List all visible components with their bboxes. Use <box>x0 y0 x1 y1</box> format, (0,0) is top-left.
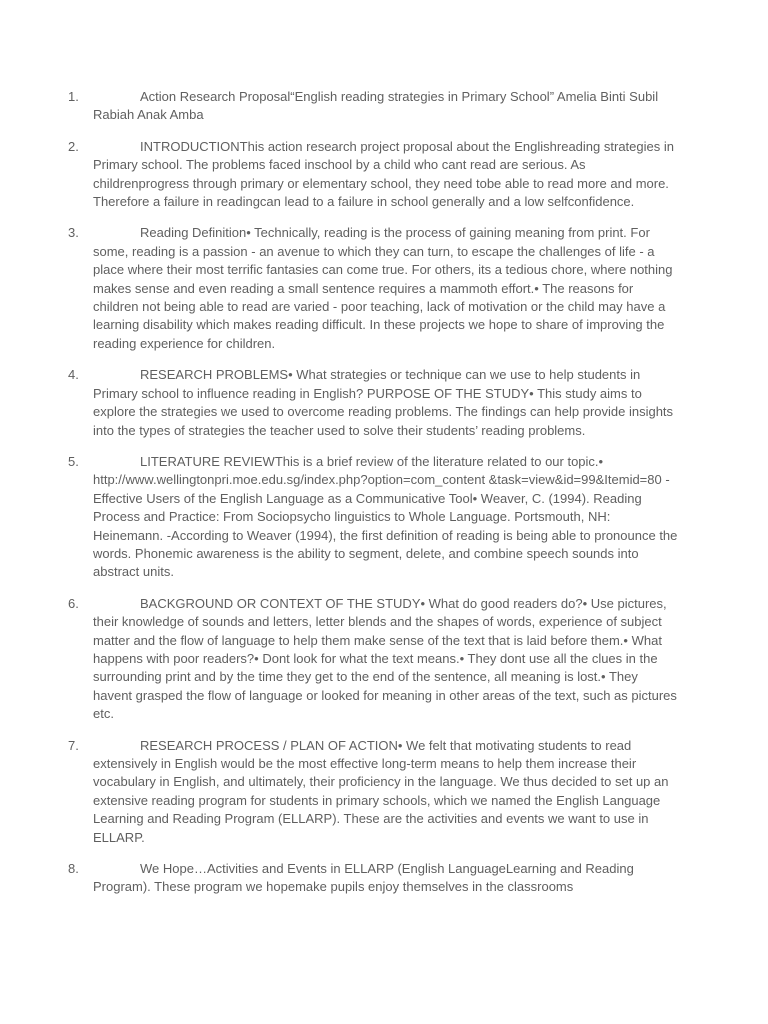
item-number: 2. <box>68 138 79 154</box>
item-text: BACKGROUND OR CONTEXT OF THE STUDY• What do good readers do?• Use pictures, their knowledge of sounds and letters, letter blends and the shapes of words, experience of subject matter and the flow of language to help them make sense of the text that is laid before them.• What happens with poor readers?• Dont look for what the text means.• They dont use all the clues in the surrounding print and by the time they get to the end of the sentence, all meaning is lost.• They havent grasped the flow of language or looked for meaning in other areas of the text, such as pictures etc. <box>93 595 677 722</box>
item-text: LITERATURE REVIEWThis is a brief review of the literature related to our topic.• http://www.wellingtonpri.moe.edu.sg/index.php?option=com_content &task=view&id=99&Itemid=80 -Effective Users of the English Language as a Communicative Tool• Weaver, C. (1994). Reading Process and Practice: From Sociopsycho linguistics to Whole Language. Portsmouth, NH: Heinemann. -According to Weaver (1994), the first definition of reading is being able to pronounce the words. Phonemic awareness is the ability to segment, delete, and combine speech sounds into abstract units. <box>93 453 678 580</box>
list-item <box>0 737 768 847</box>
numbered-list <box>0 88 768 910</box>
list-item <box>0 595 768 724</box>
list-item <box>0 860 768 897</box>
item-number: 3. <box>68 225 79 241</box>
item-text: RESEARCH PROBLEMS• What strategies or technique can we use to help students in Primary school to influence reading in English? PURPOSE OF THE STUDY• This study aims to explore the strategies we used to overcome reading problems. The findings can help provide insights into the types of strategies the teacher used to solve their students’ reading problems. <box>93 367 674 438</box>
list-item <box>0 453 768 582</box>
item-text: RESEARCH PROCESS / PLAN OF ACTION• We felt that motivating students to read extensively in English would be the most effective long-term means to help them increase their vocabulary in English, and ultimately, their proficiency in the language. We thus decided to set up an extensive reading program for students in primary schools, which we named the English Language Learning and Reading Program (ELLARP). These are the activities and events we want to use in ELLARP. <box>93 737 669 845</box>
list-item <box>0 224 768 353</box>
item-number: 7. <box>68 737 79 753</box>
item-text: INTRODUCTIONThis action research project proposal about the Englishreading strategies in Primary school. The problems faced inschool by a child who cant read are serious. As childrenprogress through primary or elementary school, they need tobe able to read more and more. Therefore a failure in readingcan lead to a failure in school generally and a low selfconfidence. <box>93 138 674 210</box>
item-text: Action Research Proposal“English reading strategies in Primary School” Amelia Binti Subil Rabiah Anak Amba <box>93 89 659 123</box>
item-number: 8. <box>68 861 79 877</box>
list-item <box>0 366 768 440</box>
list-item <box>0 88 768 125</box>
item-text: Reading Definition• Technically, reading is the process of gaining meaning from print. For some, reading is a passion - an avenue to which they can turn, to escape the challenges of life - a place where their most terrific fantasies can come true. For others, its a tedious chore, where nothing makes sense and even reading a small sentence requires a mammoth effort.• The reasons for children not being able to read are varied - poor teaching, lack of motivation or the child may have a learning disability which makes reading difficult. In these projects we hope to share of improving the reading experience for children. <box>93 225 673 351</box>
list-item <box>0 138 768 212</box>
item-number: 6. <box>68 595 79 611</box>
item-number: 5. <box>68 453 79 469</box>
item-number: 1. <box>68 89 79 104</box>
item-text: We Hope…Activities and Events in ELLARP (English LanguageLearning and Reading Program). These program we hopemake pupils enjoy themselves in the classrooms <box>93 861 634 895</box>
item-number: 4. <box>68 367 79 383</box>
